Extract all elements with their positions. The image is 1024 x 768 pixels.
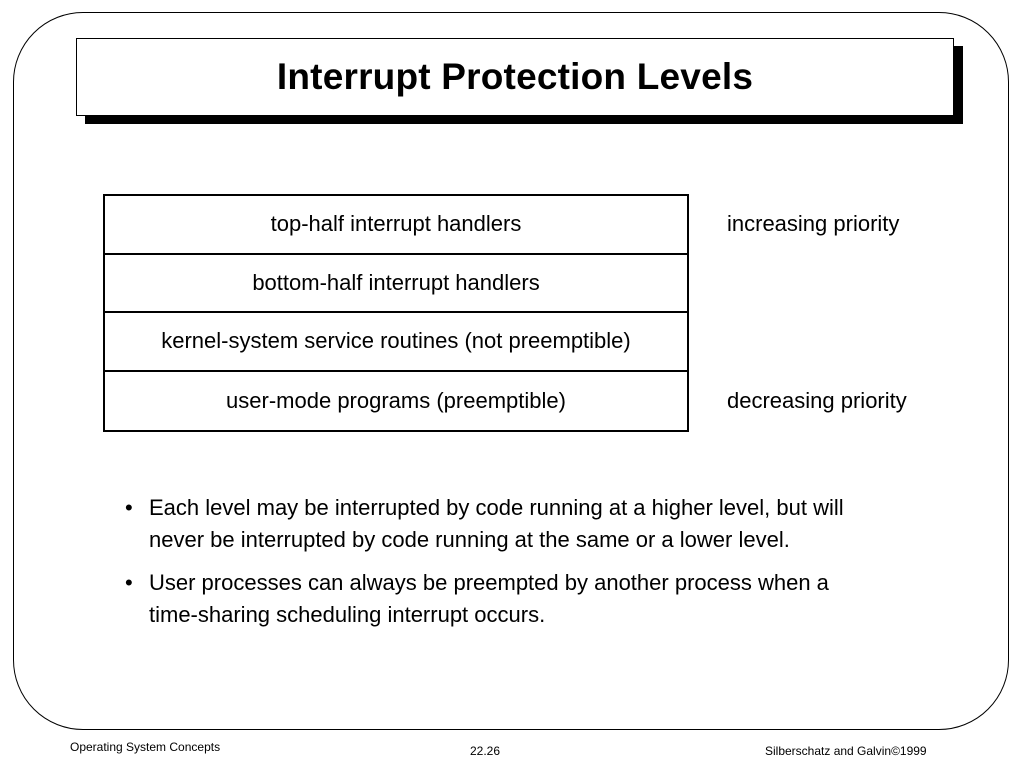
bullet-item	[122, 492, 882, 555]
footer-copyright: Silberschatz and Galvin©1999	[765, 744, 927, 758]
bullet-marker: •	[125, 570, 133, 595]
footer-page-number: 22.26	[470, 744, 501, 758]
footer-course-title: Operating System Concepts	[70, 740, 221, 754]
bullet-marker: •	[125, 495, 133, 520]
level-row-user-mode: user-mode programs (preemptible)	[226, 387, 566, 413]
bullet-item	[122, 567, 882, 630]
slide-title: Interrupt Protection Levels	[276, 56, 754, 97]
bullet-list	[122, 492, 882, 642]
protection-levels-table	[103, 194, 689, 432]
level-row-top-half: top-half interrupt handlers	[105, 196, 687, 255]
bullet-text: User processes can always be preempted by another process when a time-sharing scheduling interrupt occurs.	[149, 570, 829, 627]
bullet-text: Each level may be interrupted by code running at a higher level, but will never be interrupted by code running at the same or a lower level.	[149, 495, 844, 552]
level-row-bottom-half: bottom-half interrupt handlers	[105, 255, 687, 314]
level-row-kernel-service: kernel-system service routines (not preemptible)	[105, 313, 687, 372]
decreasing-priority-label: decreasing priority	[727, 388, 907, 413]
title-box	[76, 38, 954, 116]
increasing-priority-label: increasing priority	[727, 211, 900, 236]
